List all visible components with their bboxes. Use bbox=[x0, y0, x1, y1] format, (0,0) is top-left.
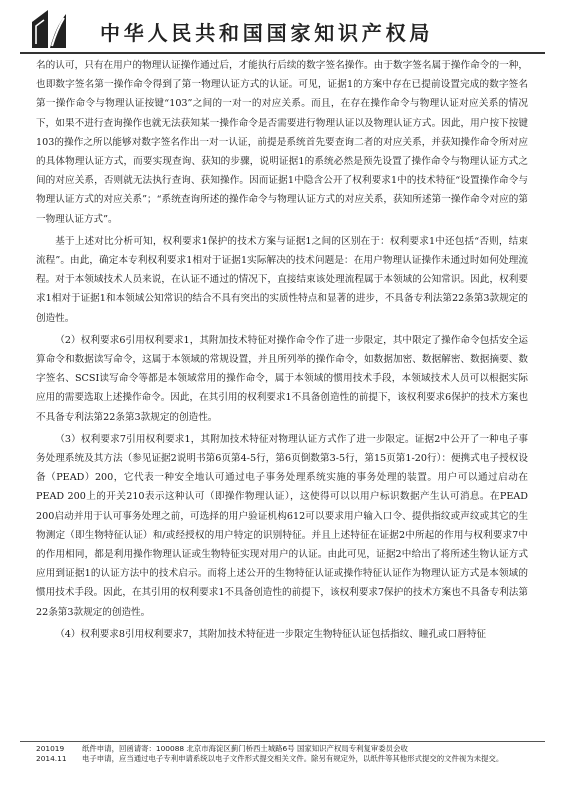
paragraph: （4）权利要求8引用权利要求7，其附加技术特征进一步限定生物特征认证包括指纹、瞳孔或口唇特征 bbox=[55, 628, 487, 640]
footer-line bbox=[36, 754, 536, 764]
mailing-notice: 纸件申请，回函请寄：100088 北京市海淀区蓟门桥西土城路6号 国家知识产权局专利复审委员会收 bbox=[82, 744, 408, 753]
form-code: 201019 bbox=[36, 744, 65, 753]
letterhead bbox=[0, 0, 565, 58]
footer-divider bbox=[20, 741, 545, 742]
document-body bbox=[36, 56, 528, 736]
footer-line bbox=[36, 744, 536, 754]
office-name: 中华人民共和国国家知识产权局 bbox=[100, 21, 434, 45]
paragraph: （3）权利要求7引用权利要求1，其附加技术特征对物理认证方式作了进一步限定。证据2中公开了一种电子事务处理系统及其方法（参见证据2说明书第6页第4-5行，第6页倒数第3-5行，第15页第1-20行）：便携式电子授权设备（PEAD）200，它代表一种安全地认可通过电子事务处理系统实施的事务处理的装置。用户可以通过启动在PEAD 200上的开关210表示这种认可（即操作物理认证），这使得可以以用户标识数据产生认可消息。在PEAD 200启动并用于认可事务处理之前，可选择的用户验证机构612可以要求用户输入口令、提供指纹或声纹或其它的生物测定（即生物特征认证）和/或经授权的用户特定的识别特征。并且上述特征在证据2中所起的作用与权利要求7中的作用相同，都是利用操作物理认证或生物特征实现对用户的认证。由此可见，证据2中给出了将所述生物认证方式应用到证据1的认证方法中的技术启示。而将上述公开的生物特征认证或操作特征认证作为物理认证方式是本领域的惯用技术手段。因此，在其引用的权利要求1不具备创造性的前提下，该权利要求7保护的技术方案也不具备专利法第22条第3款规定的创造性。 bbox=[36, 433, 528, 618]
paragraph: 基于上述对比分析可知，权利要求1保护的技术方案与证据1之间的区别在于：权利要求1中还包括“否则，结束流程”。由此，确定本专利权利要求1相对于证据1实际解决的技术问题是：在用户物理认证操作未通过时如何处理流程。对于本领域技术人员来说，在认证不通过的情况下，直接结束该处理流程属于本领域的公知常识。因此，权利要求1相对于证据1和本领域公知常识的结合不具有突出的实质性特点和显著的进步，不具备专利法第22条第3款规定的创造性。 bbox=[36, 235, 528, 324]
header-divider bbox=[20, 52, 545, 54]
form-version: 2014.11 bbox=[36, 754, 67, 763]
office-emblem-icon bbox=[28, 8, 68, 50]
paragraph: 名的认可，只有在用户的物理认证操作通过后，才能执行后续的数字签名操作。由于数字签名属于操作命令的一种，也即数字签名第一操作命令得到了第一物理认证方式的认证。可见，证据1的方案中存在已提前设置完成的数字签名第一操作命令与物理认证按键“103”之间的一对一的对应关系。而且，在存在操作命令与物理认证对应关系的情况下，如果不进行查询操作也就无法获知某一操作命令是否需要进行物理认证以及物理认证方式。因此，用户按下按键103的操作之所以能够对数字签名作出一对一认证，前提是系统首先要查询二者的对应关系，并获知操作命令所对应的具体物理认证方式，而要实现查询、获知的步骤，说明证据1的系统必然是预先设置了操作命令与物理认证方式之间的对应关系，否则就无法执行查询、获知操作。因而证据1中隐含公开了权利要求1中的技术特征“设置操作命令与物理认证方式的对应关系”；“系统查询所述的操作命令与物理认证方式的对应关系，获知所述第一操作命令对应的第一物理认证方式”。 bbox=[36, 60, 528, 225]
footer bbox=[36, 744, 536, 764]
electronic-filing-notice: 电子申请，应当通过电子专利申请系统以电子文件形式提交相关文件。除另有规定外，以纸件等其他形式提交的文件视为未提交。 bbox=[82, 754, 504, 763]
paragraph: （2）权利要求6引用权利要求1，其附加技术特征对操作命令作了进一步限定，其中限定了操作命令包括安全运算命令和数据读写命令，这属于本领域的常规设置，并且所列举的操作命令，如数据加密、数据解密、数据摘要、数字签名、SCSI读写命令等都是本领域常用的操作命令，属于本领域的惯用技术手段，本领域技术人员可以根据实际应用的需要选取上述操作命令。因此，在其引用的权利要求1不具备创造性的前提下，该权利要求6保护的技术方案也不具备专利法第22条第3款规定的创造性。 bbox=[36, 334, 528, 423]
